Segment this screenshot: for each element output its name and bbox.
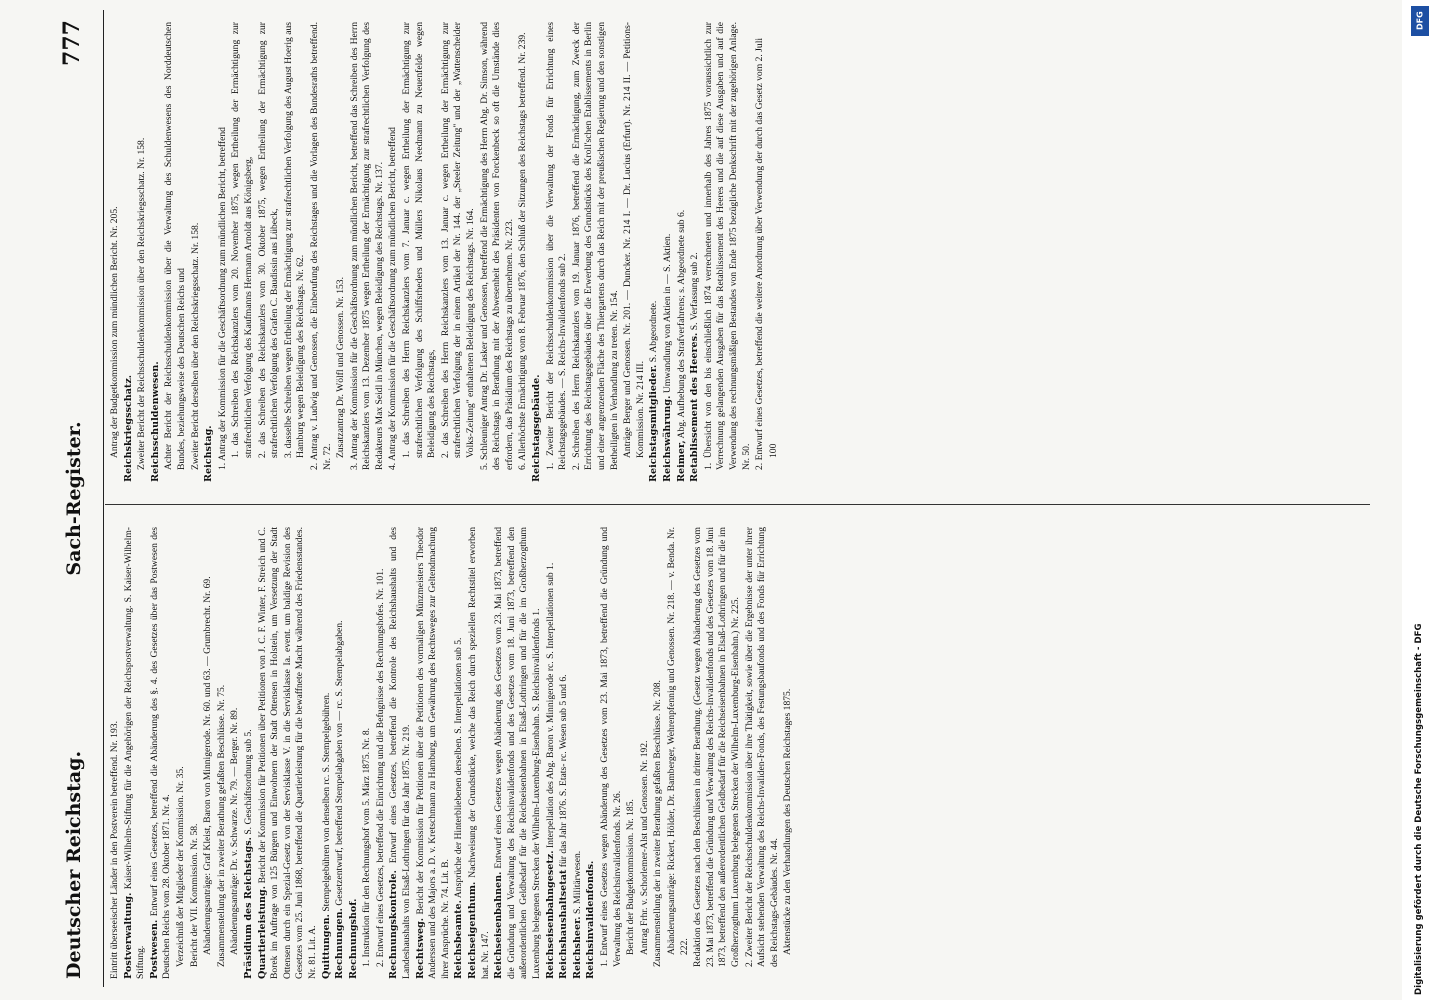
index-subsubentry: 3. dasselbe Schreiben wegen Ertheilung der Ermächtigung zur strafrechtlichen Verfolgung des August Hoerig aus Hamburg wegen Beleidigung des Reichstags. Nr. 62. xyxy=(282,22,307,458)
index-subsubentry: Aktenstücke zu den Verhandlungen des Deutschen Reichstages 1875. xyxy=(782,688,794,955)
index-subentry: Bericht der VII. Kommission. Nr. 58. xyxy=(188,823,200,967)
entry-text: Gesetzentwurf, betreffend Stempelabgaben von — rc. S. Stempelabgaben. xyxy=(334,620,346,909)
index-entry: Eintritt überseeischer Länder in den Postverein betreffend. Nr. 193. xyxy=(109,721,120,979)
column-divider xyxy=(105,504,1370,505)
index-subentry: 2. Antrag v. Ludwig und Genossen, die Einberufung des Reichstages und die Vorlagen des Bundesraths betreffend. Nr. 72. xyxy=(308,22,333,470)
index-subsubentry: Abänderungsanträge: Graf Kleist, Baron von Minnigerode. Nr. 60. und 63. — Grumbrecht. Nr. 69. xyxy=(202,576,214,955)
index-entry xyxy=(150,22,163,482)
index-subentry: 1. Zweiter Bericht der Reichsschuldenkommission über die Verwaltung der Fonds für Errichtung eines Reichstagsgebäudes. — S. Reichs-Invalidenfonds sub 2. xyxy=(544,22,569,470)
dfg-logo: DFG xyxy=(1411,6,1429,36)
entry-headword: Reichsschuldenwesen. xyxy=(149,361,161,482)
entry-text: Stempelgebühren von denselben rc. S. Stempelgebühren. xyxy=(320,692,332,915)
index-subsubentry: Zusatzantrag Dr. Wölfl und Genossen. Nr. 153. xyxy=(335,276,347,458)
entry-headword: Reichseisenbahnen. xyxy=(493,871,505,979)
index-entry xyxy=(453,527,466,979)
index-subentry: 4. Antrag der Kommission für die Geschäftsordnung zum mündlichen Bericht, betreffend xyxy=(387,127,399,470)
index-entry xyxy=(662,22,675,482)
index-entry xyxy=(123,527,148,979)
index-entry xyxy=(257,527,320,979)
index-subsubentry: 1. das Schreiben des Herrn Reichskanzlers vom 7. Januar c. wegen Ertheilung der Ermächtigung zur strafrechtlichen Verfolgung des Schiffsrheders und Müllers Nikolaus Needmann zu Neuenfelde wegen Beleidigung des Reichstags, xyxy=(401,22,438,458)
index-subsubentry: Antrag der Budgetkommission zum mündlichen Bericht. Nr. 205. xyxy=(109,206,120,458)
entry-text: Entwurf eines Gesetzes wegen Abänderung des Gesetzes vom 23. Mai 1873, betreffend die Gründung und Verwaltung des Reichsinvalidenfonds und des Gesetzes vom 18. Juni 1873, betreffend den außerordentlichen Geldbedarf für die Reichseisenbahnen in Elsaß-Lothringen und für die im Großherzogthum Luxemburg belegenen Strecken der Wilhelm-Luxemburg-Eisenbahn. S. Reichsinvalidenfonds 1. xyxy=(493,527,542,979)
entry-text: Bericht der Kommission für Petitionen über die Petitionen des vormaligen Münzmeisters Theodor Anderssen und des Majors a. D. v. Kretschmann zu Hamburg, um Gewährung des Rechtsweges zur Geltendmachung ihrer Ansprüche. Nr. 74. Lit. B. xyxy=(414,527,451,979)
entry-headword: Reichshaushaltsetat xyxy=(558,869,570,979)
index-subentry: 2. Entwurf eines Gesetzes, betreffend die weitere Anordnung über Verwendung der durch das Gesetz vom 2. Juli xyxy=(754,37,766,470)
entry-headword: Reichsbeamte. xyxy=(453,900,465,979)
index-column-left xyxy=(109,527,796,979)
index-subentry: 1. Antrag der Kommission für die Geschäftsordnung zum mündlichen Bericht, betreffend xyxy=(216,127,228,470)
header-rule xyxy=(103,10,104,987)
entry-text: S. Verfassung sub 2. xyxy=(689,252,701,333)
entry-headword: Reichstagsmitglieder. xyxy=(648,364,660,482)
funding-credit: Digitalisierung gefördert durch die Deutsche Forschungsgemeinschaft - DFG xyxy=(1414,623,1424,995)
entry-text: Ansprüche der Hinterbliebenen derselben. S. Interpellationen sub 5. xyxy=(453,637,465,900)
entry-text: Entwurf eines Gesetzes, betreffend die Kontrole des Reichshaushalts und des Landeshaushalts von Elsaß-Lothringen für das Jahr 1875. Nr. 219. xyxy=(388,527,413,979)
page-header xyxy=(53,10,101,987)
index-entry xyxy=(676,22,689,482)
entry-headword: Rechnungen. xyxy=(334,908,346,979)
index-subentry: 5. Schleuniger Antrag Dr. Lasker und Genossen, betreffend die Ermächtigung des Herrn Abg. Dr. Simson, während des Reichstags in Berathung mit der Abwesenheit des Präsidenten von Forckenbeck so oft die Umstände dies erfordern, das Präsidium des Reichstags zu übernehmen. Nr. 223. xyxy=(478,22,515,470)
entry-text: S. Geschäftsordnung sub 5. xyxy=(242,729,254,838)
index-entry xyxy=(321,527,334,979)
entry-headword: Rechnungskontrole. xyxy=(388,870,400,979)
index-column-right xyxy=(109,22,781,482)
entry-text: Abg. Aufhebung des Strafverfahrens; s. Abgeordnete sub 6. xyxy=(675,209,687,441)
entry-headword: Rechtsweg. xyxy=(414,917,426,979)
entry-text: Bericht der Kommission für Petitionen über Petitionen von J. C. F. Winter, F. Streich und C. Borek im Auftrage von 125 Bürgern und Einwohnern der Stadt Ottensen in Holstein, um Versetzung der Stadt Ottensen durch ein Spezial-Gesetz von der Servisklasse V. in die Servisklasse Ia. event. um baldige Revision des Gesetzes vom 25. Juni 1868, betreffend die Quartierleistung für die bewaffnete Macht während des Friedensstandes. Nr. 81. Lit. A. xyxy=(256,527,318,979)
index-subsubentry: 2. das Schreiben des Reichskanzlers vom 30. Oktober 1875, wegen Ertheilung der Ermächtigung zur strafrechtlichen Verfolgung des Grafen C. Baudissin aus Lübeck, xyxy=(256,22,281,458)
entry-headword: Rechnungshof. xyxy=(347,898,359,979)
index-subentry: 1. Instruktion für den Rechnungshof vom 5. März 1875. Nr. 8. xyxy=(361,727,373,967)
running-title-left: Deutscher Reichstag. xyxy=(63,750,85,979)
index-subentry: Redaktion des Gesetzes nach den Beschlüssen in dritter Berathung. (Gesetz wegen Abänderung des Gesetzes vom 23. Mai 1873, betreffend die Gründung und Verwaltung des Reichs-Invalidenfonds und des Gesetzes vom 18. Juni 1873, betreffend den außerordentlichen Geldbedarf für die Reichseisenbahnen in Elsaß-Lothringen und für die im Großherzogthum Luxemburg belegenen Strecken der Wilhelm-Luxemburg-Eisenbahn.) Nr. 225. xyxy=(692,527,741,967)
entry-headword: Reichstagsgebäude. xyxy=(531,374,542,482)
index-entry xyxy=(558,527,571,979)
entry-headword: Quartierleistung. xyxy=(256,885,268,979)
index-subsubentry: Abänderungsanträge: Rickert, Hölder, Dr. Bamberger, Wehrenpfennig und Genossen. Nr. 218. — v. Benda. Nr. 222. xyxy=(665,527,690,955)
index-entry xyxy=(585,527,598,979)
index-subentry: Zusammenstellung der in zweiter Berathung gefaßten Beschlüsse. Nr. 208. xyxy=(652,680,664,967)
entry-text: Interpellation des Abg. Baron v. Minnigerode rc. S. Interpellationen sub 1. xyxy=(544,562,556,851)
entry-text: Kaiser-Wilhelm-Stiftung für die Angehörigen der Reichspostverwaltung. S. Kaiser-Wilhelm-Stiftung. xyxy=(122,527,147,979)
index-subentry: 2. Schreiben des Herrn Reichskanzlers vom 19. Januar 1876, betreffend die Ermächtigung, zum Zweck der Errichtung des Reichstagsgebäudes über die Erwerbung des Grundstücks des Kroll'schen Etablissements in Berlin und einer angrenzenden Fläche des Thiergartens durch das Reich mit der preußischen Regierung und den sonstigen Betheiligten in Verhandlung zu treten. Nr. 154. xyxy=(570,22,620,470)
index-subentry: Zusammenstellung der in zweiter Berathung gefaßten Beschlüsse. Nr. 75. xyxy=(215,684,227,967)
index-entry xyxy=(348,527,361,979)
index-entry xyxy=(648,22,661,482)
entry-headword: Quittungen. xyxy=(320,914,332,979)
index-entry xyxy=(149,527,174,979)
entry-headword: Reichskriegsschatz. xyxy=(122,374,134,482)
page-number: 777 xyxy=(59,20,85,66)
index-entry xyxy=(467,527,492,979)
index-entry xyxy=(415,527,453,979)
index-entry xyxy=(689,22,702,482)
entry-headword: Reichseisenbahngesetz. xyxy=(544,850,556,979)
index-entry xyxy=(243,527,256,979)
index-subsubentry: Anträge Berger und Genossen. Nr. 201. — Duncker. Nr. 214 I. — Dr. Lucius (Erfurt). Nr. 214 II. — Petitions-Kommission. Nr. 214 III. xyxy=(622,22,646,458)
index-subentry: 1. Entwurf eines Gesetzes wegen Abänderung des Gesetzes vom 23. Mai 1873, betreffend die Gründung und Verwaltung des Reichsinvalidenfonds. Nr. 26. xyxy=(598,527,623,967)
index-subentry: 6. Allerhöchste Ermächtigung vom 8. Februar 1876, den Schluß der Sitzungen des Reichstags betreffend. Nr. 239. xyxy=(517,32,529,470)
index-subsubentry: 2. das Schreiben des Herrn Reichskanzlers vom 13. Januar c. wegen Ertheilung der Ermächtigung zur strafrechtlichen Verfolgung der in einem Artikel der Nr. 144. der „Steeler Zeitung" und der „Wattenscheider Volks-Zeitung" enthaltenen Beleidigung des Reichstags. Nr. 164. xyxy=(439,22,477,458)
index-subentry: 3. Antrag der Kommission für die Geschäftsordnung zum mündlichen Bericht, betreffend das Schreiben des Herrn Reichskanzlers vom 13. Dezember 1875 wegen Ertheilung der Ermächtigung zur strafrechtlichen Verfolgung des Redakteurs Max Seidl in München, wegen Beleidigung des Reichstags. Nr. 137. xyxy=(348,22,385,470)
index-subsubentry: Antrag Frhr. v. Schorlemer-Alst und Genossen. Nr. 192. xyxy=(638,740,650,955)
index-subsubentry: 1. das Schreiben des Reichskanzlers vom 20. November 1875, wegen Ertheilung der Ermächtigung zur strafrechtlichen Verfolgung des Kaufmanns Hermann Arnoldt aus Königsberg, xyxy=(230,22,254,458)
index-subentry: Zweiter Bericht der Reichsschuldenkommission über den Reichskriegsschatz. Nr. 158. xyxy=(136,137,148,470)
index-entry xyxy=(334,527,347,979)
running-title-center: Sach-Register. xyxy=(63,421,85,576)
entry-headword: Retablissement des Heeres. xyxy=(689,332,701,482)
entry-headword: Präsidium des Reichstags. xyxy=(242,837,254,979)
index-subsubentry: Bericht der Budgetkommission. Nr. 185. xyxy=(625,799,637,955)
index-entry xyxy=(123,22,136,482)
index-entry xyxy=(388,527,413,979)
entry-text: S. Abgeordnete. xyxy=(648,300,660,365)
entry-headword: Reimer, xyxy=(675,440,687,482)
entry-headword: Reichsinvalidenfonds. xyxy=(585,860,597,979)
entry-headword: Reichstag. xyxy=(203,425,215,482)
entry-text: Nachweisung der Grundstücke, welche das Reich durch speziellen Rechtstitel erworben hat. Nr. 147. xyxy=(467,527,491,979)
index-entry xyxy=(531,22,544,482)
entry-headword: Postwesen. xyxy=(148,919,160,979)
index-subentry: 2. Zweiter Bericht der Reichsschuldenkommission über ihre Thätigkeit, sowie über die Ergebnisse der unter ihrer Aufsicht stehenden Verwaltung des Reichs-Invaliden-Fonds, des Festungsbaufonds und des Fonds für Errichtung des Reichstags-Gebäudes. Nr. 44. xyxy=(743,527,780,967)
entry-text: Umwandlung von Aktien in — S. Aktien. xyxy=(661,233,673,396)
index-subentry: Verzeichniß der Mitglieder der Kommission. Nr. 35. xyxy=(174,766,186,967)
entry-headword: Reichswährung. xyxy=(661,395,673,482)
index-subentry: Zweiter Bericht derselben über den Reichskriegsschatz. Nr. 158. xyxy=(189,222,201,470)
index-entry xyxy=(572,527,585,979)
entry-text: Entwurf eines Gesetzes, betreffend die Abänderung des §. 4. des Gesetzes über das Postwesen des Deutschen Reichs vom 28. Oktober 1871. Nr. 4. xyxy=(148,527,173,979)
index-entry xyxy=(203,22,216,482)
index-subsubentry: Abänderungsanträge: Dr. v. Schwarze. Nr. 79. — Berger. Nr. 89. xyxy=(229,707,241,955)
index-subsubentry: 100 xyxy=(767,443,779,458)
entry-headword: Reichseigenthum. xyxy=(467,881,479,979)
entry-headword: Postverwaltung. xyxy=(122,892,134,979)
entry-text: S. Militärwesen. xyxy=(571,850,583,917)
index-entry xyxy=(545,527,558,979)
index-entry xyxy=(493,527,543,979)
index-subentry: 2. Entwurf eines Gesetzes, betreffend die Einrichtung und die Befugnisse des Rechnungshofes. Nr. 101. xyxy=(374,568,386,967)
index-subentry: Achter Bericht der Reichsschuldenkommission über die Verwaltung des Schuldenwesens des Norddeutschen Bundes, beziehungsweise des Deutschen Reichs und xyxy=(163,22,187,470)
rotated-page-content xyxy=(53,10,1379,987)
entry-headword: Reichsheer. xyxy=(571,916,583,979)
index-subentry: 1. Übersicht von den bis einschließlich 1874 verrechneten und innerhalb des Jahres 1875 voraussichtlich zur Verrechnung gelangenden Ausgaben für das Retablissement des Heeres und die auf diese Ausgaben und auf die Verwendung des rechnungsmäßigen Bestandes von Ende 1875 bezügliche Denkschrift mit der zugehörigen Anlage. Nr. 50. xyxy=(702,22,752,470)
entry-text: für das Jahr 1876. S. Etats- rc. Wesen sub 5 und 6. xyxy=(558,674,570,870)
